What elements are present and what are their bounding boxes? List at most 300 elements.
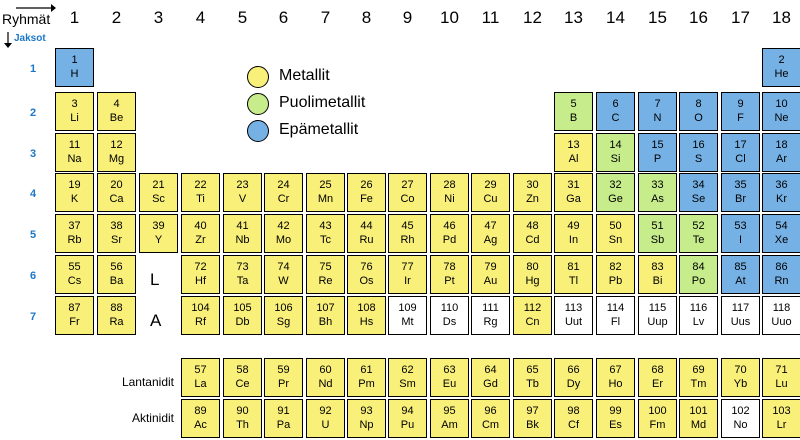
atomic-number: 15 bbox=[651, 139, 664, 151]
atomic-number: 44 bbox=[360, 220, 373, 232]
element-symbol: Tl bbox=[568, 275, 579, 287]
element-cell-ce bbox=[223, 358, 262, 397]
element-cell-po bbox=[679, 255, 718, 294]
atomic-number: 5 bbox=[570, 98, 577, 110]
element-cell-uut bbox=[554, 296, 593, 335]
element-cell-se bbox=[679, 173, 718, 212]
period-number-4: 4 bbox=[29, 188, 37, 200]
element-symbol: Si bbox=[610, 153, 621, 165]
element-cell-ga bbox=[554, 173, 593, 212]
element-symbol: I bbox=[738, 234, 743, 246]
atomic-number: 81 bbox=[567, 261, 580, 273]
element-symbol: Es bbox=[609, 419, 622, 431]
atomic-number: 7 bbox=[654, 98, 661, 110]
element-symbol: Ag bbox=[483, 234, 498, 246]
element-cell-sg bbox=[264, 296, 303, 335]
atomic-number: 108 bbox=[357, 302, 376, 314]
element-symbol: Ac bbox=[194, 419, 207, 431]
element-symbol: Cr bbox=[277, 193, 290, 205]
atomic-number: 51 bbox=[651, 220, 664, 232]
atomic-number: 1 bbox=[71, 54, 78, 66]
element-symbol: W bbox=[278, 275, 289, 287]
element-symbol: Uup bbox=[647, 316, 668, 328]
atomic-number: 12 bbox=[110, 139, 123, 151]
atomic-number: 87 bbox=[68, 302, 81, 314]
element-cell-ho bbox=[596, 358, 635, 397]
element-symbol: Yb bbox=[733, 378, 748, 390]
element-cell-lr bbox=[762, 399, 800, 438]
element-symbol: No bbox=[733, 419, 748, 431]
element-symbol: Mo bbox=[275, 234, 292, 246]
atomic-number: 45 bbox=[401, 220, 414, 232]
element-cell-rh bbox=[388, 214, 427, 253]
atomic-number: 67 bbox=[609, 364, 622, 376]
element-symbol: Uut bbox=[564, 316, 583, 328]
element-cell-mg bbox=[97, 133, 136, 172]
atomic-number: 93 bbox=[360, 405, 373, 417]
element-cell-sn bbox=[596, 214, 635, 253]
atomic-number: 26 bbox=[360, 179, 373, 191]
atomic-number: 105 bbox=[233, 302, 252, 314]
element-cell-ti bbox=[181, 173, 220, 212]
element-symbol: Ce bbox=[235, 378, 250, 390]
element-symbol: As bbox=[651, 193, 664, 205]
atomic-number: 60 bbox=[319, 364, 332, 376]
element-cell-fe bbox=[347, 173, 386, 212]
element-symbol: Ne bbox=[774, 112, 789, 124]
element-cell-te bbox=[679, 214, 718, 253]
element-symbol: Rb bbox=[67, 234, 82, 246]
atomic-number: 70 bbox=[734, 364, 747, 376]
atomic-number: 75 bbox=[319, 261, 332, 273]
atomic-number: 28 bbox=[443, 179, 456, 191]
element-symbol: Kr bbox=[776, 193, 787, 205]
element-symbol: N bbox=[653, 112, 662, 124]
element-cell-mo bbox=[264, 214, 303, 253]
atomic-number: 43 bbox=[319, 220, 332, 232]
element-cell-ca bbox=[97, 173, 136, 212]
atomic-number: 13 bbox=[567, 139, 580, 151]
atomic-number: 82 bbox=[609, 261, 622, 273]
element-cell-mt bbox=[388, 296, 427, 335]
element-symbol: Th bbox=[236, 419, 249, 431]
group-number-7: 7 bbox=[320, 8, 331, 27]
legend-dot-nonmetals bbox=[247, 120, 269, 142]
atomic-number: 39 bbox=[152, 220, 165, 232]
groups-label: Ryhmät bbox=[2, 11, 51, 27]
element-symbol: C bbox=[611, 112, 620, 124]
atomic-number: 6 bbox=[612, 98, 619, 110]
element-symbol: Hf bbox=[195, 275, 206, 287]
element-cell-cm bbox=[471, 399, 510, 438]
element-symbol: Tm bbox=[690, 378, 707, 390]
element-symbol: Cl bbox=[735, 153, 746, 165]
element-symbol: Md bbox=[690, 419, 707, 431]
atomic-number: 89 bbox=[194, 405, 207, 417]
atomic-number: 48 bbox=[526, 220, 539, 232]
element-symbol: Cn bbox=[525, 316, 540, 328]
legend-dot-metals bbox=[247, 66, 269, 88]
element-cell-o bbox=[679, 92, 718, 131]
atomic-number: 84 bbox=[692, 261, 705, 273]
atomic-number: 46 bbox=[443, 220, 456, 232]
element-symbol: Al bbox=[568, 153, 579, 165]
element-cell-cl bbox=[721, 133, 760, 172]
legend-label-metalloids: Puolimetallit bbox=[279, 94, 366, 111]
atomic-number: 27 bbox=[401, 179, 414, 191]
element-symbol: Ir bbox=[404, 275, 411, 287]
legend-dot-metalloids bbox=[247, 93, 269, 115]
atomic-number: 4 bbox=[113, 98, 120, 110]
element-cell-rb bbox=[55, 214, 94, 253]
element-cell-co bbox=[388, 173, 427, 212]
element-cell-pm bbox=[347, 358, 386, 397]
atomic-number: 54 bbox=[775, 220, 788, 232]
atomic-number: 9 bbox=[737, 98, 744, 110]
atomic-number: 47 bbox=[484, 220, 497, 232]
element-cell-v bbox=[223, 173, 262, 212]
atomic-number: 58 bbox=[236, 364, 249, 376]
element-symbol: F bbox=[737, 112, 744, 124]
element-cell-hf bbox=[181, 255, 220, 294]
atomic-number: 72 bbox=[194, 261, 207, 273]
element-cell-zr bbox=[181, 214, 220, 253]
element-cell-bk bbox=[513, 399, 552, 438]
element-symbol: H bbox=[70, 68, 79, 80]
lanthanide-placeholder: L bbox=[150, 270, 160, 289]
element-cell-h bbox=[55, 48, 94, 87]
element-cell-ge bbox=[596, 173, 635, 212]
element-cell-p bbox=[638, 133, 677, 172]
element-cell-la bbox=[181, 358, 220, 397]
element-cell-fl bbox=[596, 296, 635, 335]
atomic-number: 113 bbox=[564, 302, 583, 314]
atomic-number: 34 bbox=[692, 179, 705, 191]
atomic-number: 33 bbox=[651, 179, 664, 191]
element-cell-al bbox=[554, 133, 593, 172]
atomic-number: 76 bbox=[360, 261, 373, 273]
atomic-number: 17 bbox=[734, 139, 747, 151]
atomic-number: 80 bbox=[526, 261, 539, 273]
atomic-number: 86 bbox=[775, 261, 788, 273]
period-number-3: 3 bbox=[29, 148, 37, 160]
element-cell-ne bbox=[762, 92, 800, 131]
legend-label-nonmetals: Epämetallit bbox=[279, 121, 359, 138]
element-symbol: Cs bbox=[67, 275, 82, 287]
element-symbol: Fe bbox=[360, 193, 373, 205]
element-cell-cu bbox=[471, 173, 510, 212]
atomic-number: 83 bbox=[651, 261, 664, 273]
element-cell-pu bbox=[388, 399, 427, 438]
element-symbol: Ta bbox=[236, 275, 249, 287]
atomic-number: 112 bbox=[523, 302, 542, 314]
element-symbol: Ar bbox=[776, 153, 787, 165]
group-number-8: 8 bbox=[361, 8, 372, 27]
atomic-number: 16 bbox=[692, 139, 705, 151]
atomic-number: 73 bbox=[236, 261, 249, 273]
atomic-number: 66 bbox=[567, 364, 580, 376]
element-symbol: Lr bbox=[776, 419, 787, 431]
atomic-number: 77 bbox=[401, 261, 414, 273]
atomic-number: 74 bbox=[277, 261, 290, 273]
atomic-number: 110 bbox=[440, 302, 459, 314]
element-symbol: Ru bbox=[359, 234, 374, 246]
group-number-14: 14 bbox=[606, 8, 625, 27]
element-symbol: Ge bbox=[608, 193, 623, 205]
atomic-number: 109 bbox=[398, 302, 417, 314]
element-cell-bh bbox=[306, 296, 345, 335]
atomic-number: 42 bbox=[277, 220, 290, 232]
element-symbol: Er bbox=[652, 378, 663, 390]
element-cell-hs bbox=[347, 296, 386, 335]
element-symbol: Lv bbox=[692, 316, 705, 328]
element-cell-zn bbox=[513, 173, 552, 212]
atomic-number: 57 bbox=[194, 364, 207, 376]
atomic-number: 31 bbox=[567, 179, 580, 191]
element-cell-lv bbox=[679, 296, 718, 335]
element-cell-sc bbox=[139, 173, 178, 212]
atomic-number: 97 bbox=[526, 405, 539, 417]
element-symbol: Be bbox=[109, 112, 124, 124]
element-cell-th bbox=[223, 399, 262, 438]
group-number-5: 5 bbox=[237, 8, 248, 27]
atomic-number: 24 bbox=[277, 179, 290, 191]
element-cell-ra bbox=[97, 296, 136, 335]
element-cell-ir bbox=[388, 255, 427, 294]
element-cell-pb bbox=[596, 255, 635, 294]
element-cell-uus bbox=[721, 296, 760, 335]
element-cell-sr bbox=[97, 214, 136, 253]
atomic-number: 62 bbox=[401, 364, 414, 376]
atomic-number: 96 bbox=[484, 405, 497, 417]
element-cell-c bbox=[596, 92, 635, 131]
element-symbol: Tc bbox=[320, 234, 331, 246]
element-cell-tc bbox=[306, 214, 345, 253]
element-symbol: Np bbox=[359, 419, 374, 431]
group-number-9: 9 bbox=[402, 8, 413, 27]
element-symbol: Db bbox=[235, 316, 250, 328]
element-symbol: Gd bbox=[483, 378, 498, 390]
element-cell-cd bbox=[513, 214, 552, 253]
group-number-17: 17 bbox=[731, 8, 750, 27]
element-cell-f bbox=[721, 92, 760, 131]
element-symbol: Li bbox=[70, 112, 79, 124]
legend-label-metals: Metallit bbox=[279, 67, 330, 84]
element-cell-be bbox=[97, 92, 136, 131]
element-cell-tl bbox=[554, 255, 593, 294]
atomic-number: 85 bbox=[734, 261, 747, 273]
atomic-number: 41 bbox=[236, 220, 249, 232]
atomic-number: 53 bbox=[734, 220, 747, 232]
atomic-number: 115 bbox=[648, 302, 667, 314]
element-cell-k bbox=[55, 173, 94, 212]
atomic-number: 78 bbox=[443, 261, 456, 273]
element-cell-tm bbox=[679, 358, 718, 397]
atomic-number: 20 bbox=[110, 179, 123, 191]
element-cell-fr bbox=[55, 296, 94, 335]
element-symbol: Zr bbox=[195, 234, 206, 246]
element-cell-am bbox=[430, 399, 469, 438]
element-cell-si bbox=[596, 133, 635, 172]
element-cell-cs bbox=[55, 255, 94, 294]
atomic-number: 107 bbox=[316, 302, 335, 314]
element-symbol: Rh bbox=[400, 234, 415, 246]
actinides-label: Aktinidit bbox=[131, 411, 174, 425]
element-cell-ni bbox=[430, 173, 469, 212]
period-number-7: 7 bbox=[29, 311, 37, 323]
atomic-number: 92 bbox=[319, 405, 332, 417]
element-cell-cr bbox=[264, 173, 303, 212]
atomic-number: 65 bbox=[526, 364, 539, 376]
element-cell-ac bbox=[181, 399, 220, 438]
atomic-number: 69 bbox=[692, 364, 705, 376]
group-number-18: 18 bbox=[772, 8, 791, 27]
period-number-2: 2 bbox=[29, 107, 37, 119]
element-cell-uup bbox=[638, 296, 677, 335]
element-cell-rn bbox=[762, 255, 800, 294]
element-symbol: Eu bbox=[442, 378, 457, 390]
element-cell-db bbox=[223, 296, 262, 335]
element-cell-mn bbox=[306, 173, 345, 212]
element-symbol: Ca bbox=[109, 193, 124, 205]
element-symbol: Cm bbox=[481, 419, 500, 431]
lanthanides-label: Lantanidit bbox=[121, 375, 174, 389]
element-symbol: Au bbox=[483, 275, 498, 287]
element-cell-re bbox=[306, 255, 345, 294]
element-symbol: Na bbox=[67, 153, 82, 165]
element-cell-rf bbox=[181, 296, 220, 335]
element-cell-he bbox=[762, 48, 800, 87]
group-number-11: 11 bbox=[481, 8, 500, 27]
atomic-number: 100 bbox=[648, 405, 667, 417]
group-number-12: 12 bbox=[523, 8, 542, 27]
element-symbol: Ba bbox=[109, 275, 124, 287]
element-symbol: Ho bbox=[608, 378, 623, 390]
atomic-number: 49 bbox=[567, 220, 580, 232]
element-cell-eu bbox=[430, 358, 469, 397]
element-symbol: Bi bbox=[652, 275, 663, 287]
element-cell-au bbox=[471, 255, 510, 294]
element-symbol: Ds bbox=[442, 316, 457, 328]
element-cell-es bbox=[596, 399, 635, 438]
atomic-number: 98 bbox=[567, 405, 580, 417]
element-symbol: He bbox=[774, 68, 789, 80]
period-number-5: 5 bbox=[29, 229, 37, 241]
atomic-number: 22 bbox=[194, 179, 207, 191]
element-cell-as bbox=[638, 173, 677, 212]
element-cell-nd bbox=[306, 358, 345, 397]
element-symbol: P bbox=[653, 153, 662, 165]
atomic-number: 19 bbox=[68, 179, 81, 191]
atomic-number: 106 bbox=[274, 302, 293, 314]
atomic-number: 52 bbox=[692, 220, 705, 232]
element-cell-cf bbox=[554, 399, 593, 438]
atomic-number: 99 bbox=[609, 405, 622, 417]
atomic-number: 23 bbox=[236, 179, 249, 191]
element-symbol: Y bbox=[154, 234, 163, 246]
element-cell-np bbox=[347, 399, 386, 438]
element-symbol: Lu bbox=[775, 378, 788, 390]
element-cell-ag bbox=[471, 214, 510, 253]
element-cell-rg bbox=[471, 296, 510, 335]
group-number-15: 15 bbox=[648, 8, 667, 27]
atomic-number: 91 bbox=[277, 405, 290, 417]
period-number-6: 6 bbox=[29, 270, 37, 282]
element-symbol: Cu bbox=[483, 193, 498, 205]
element-cell-ds bbox=[430, 296, 469, 335]
atomic-number: 32 bbox=[609, 179, 622, 191]
element-symbol: Pm bbox=[358, 378, 375, 390]
group-number-4: 4 bbox=[195, 8, 206, 27]
element-symbol: At bbox=[735, 275, 746, 287]
actinide-placeholder: A bbox=[150, 311, 162, 330]
element-symbol: Os bbox=[359, 275, 374, 287]
element-symbol: Sg bbox=[276, 316, 291, 328]
element-cell-dy bbox=[554, 358, 593, 397]
element-cell-ar bbox=[762, 133, 800, 172]
element-symbol: Xe bbox=[774, 234, 789, 246]
element-symbol: Mt bbox=[401, 316, 414, 328]
element-symbol: Mn bbox=[317, 193, 334, 205]
element-cell-er bbox=[638, 358, 677, 397]
element-symbol: Hs bbox=[359, 316, 374, 328]
atomic-number: 50 bbox=[609, 220, 622, 232]
element-cell-li bbox=[55, 92, 94, 131]
element-symbol: Po bbox=[691, 275, 706, 287]
element-symbol: In bbox=[568, 234, 579, 246]
element-symbol: Sm bbox=[399, 378, 416, 390]
atomic-number: 30 bbox=[526, 179, 539, 191]
element-symbol: Co bbox=[400, 193, 415, 205]
atomic-number: 101 bbox=[689, 405, 708, 417]
element-symbol: U bbox=[321, 419, 330, 431]
element-symbol: Bk bbox=[526, 419, 539, 431]
atomic-number: 68 bbox=[651, 364, 664, 376]
atomic-number: 25 bbox=[319, 179, 332, 191]
element-cell-hg bbox=[513, 255, 552, 294]
element-symbol: Cf bbox=[568, 419, 579, 431]
group-number-6: 6 bbox=[278, 8, 289, 27]
element-symbol: La bbox=[194, 378, 207, 390]
atomic-number: 37 bbox=[68, 220, 81, 232]
element-symbol: Pu bbox=[400, 419, 415, 431]
element-cell-i bbox=[721, 214, 760, 253]
element-cell-s bbox=[679, 133, 718, 172]
atomic-number: 38 bbox=[110, 220, 123, 232]
atomic-number: 117 bbox=[731, 302, 750, 314]
element-symbol: Zn bbox=[526, 193, 539, 205]
atomic-number: 103 bbox=[772, 405, 791, 417]
atomic-number: 40 bbox=[194, 220, 207, 232]
element-cell-lu bbox=[762, 358, 800, 397]
element-cell-pr bbox=[264, 358, 303, 397]
atomic-number: 10 bbox=[775, 98, 788, 110]
atomic-number: 21 bbox=[152, 179, 165, 191]
element-symbol: Sc bbox=[152, 193, 165, 205]
element-symbol: Tb bbox=[526, 378, 539, 390]
group-number-3: 3 bbox=[153, 8, 164, 27]
atomic-number: 8 bbox=[695, 98, 702, 110]
element-cell-at bbox=[721, 255, 760, 294]
element-symbol: Hg bbox=[525, 275, 540, 287]
element-symbol: Pd bbox=[442, 234, 457, 246]
atomic-number: 55 bbox=[68, 261, 81, 273]
element-symbol: Rn bbox=[774, 275, 789, 287]
group-number-16: 16 bbox=[689, 8, 708, 27]
atomic-number: 61 bbox=[360, 364, 373, 376]
element-symbol: Pb bbox=[608, 275, 623, 287]
atomic-number: 3 bbox=[71, 98, 78, 110]
